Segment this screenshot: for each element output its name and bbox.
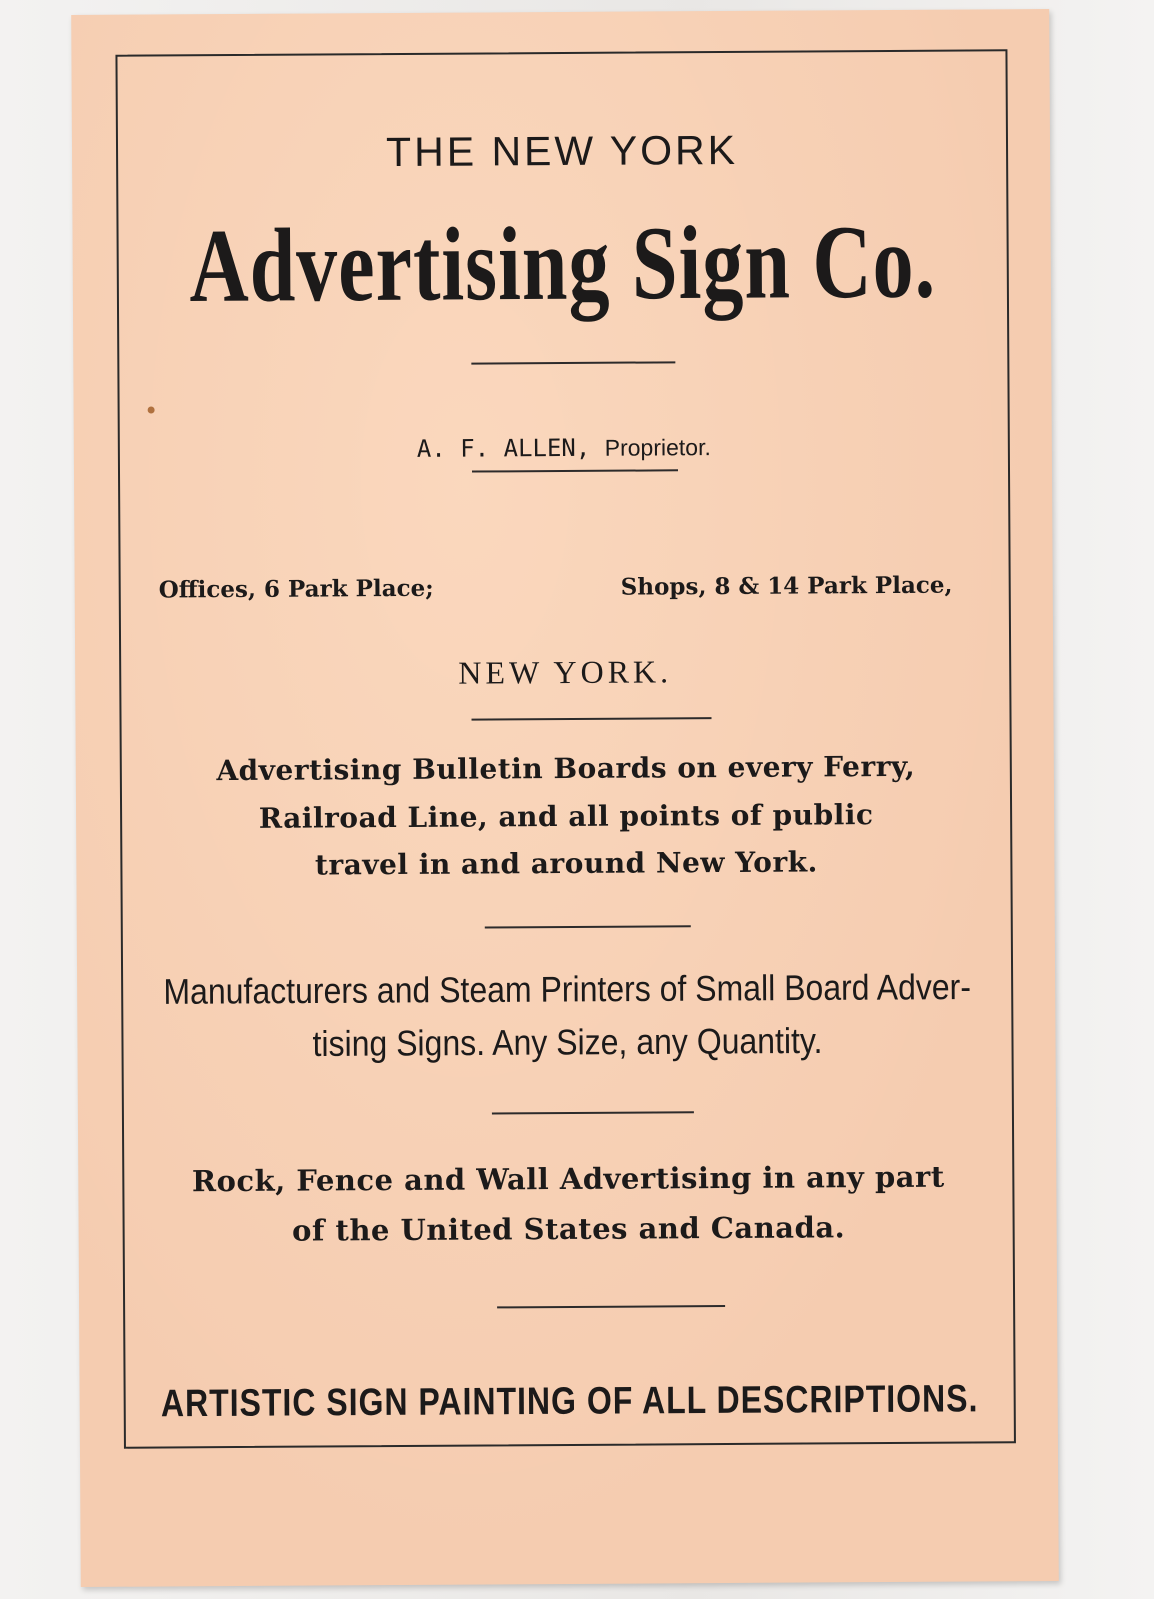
manufacturers-line-1: Manufacturers and Steam Printers of Small Board Adver- bbox=[163, 966, 972, 1012]
rock-fence-line-2: of the United States and Canada. bbox=[291, 1210, 846, 1248]
offices-address: Offices, 6 Park Place; bbox=[158, 574, 434, 604]
header-the-new-york: THE NEW YORK bbox=[385, 126, 739, 176]
divider-rule bbox=[472, 469, 678, 472]
divider-rule bbox=[472, 717, 712, 720]
divider-rule bbox=[471, 361, 675, 364]
rock-fence-line-1: Rock, Fence and Wall Advertising in any part bbox=[191, 1159, 945, 1199]
city-name: NEW YORK. bbox=[458, 653, 673, 691]
artistic-sign-painting: ARTISTIC SIGN PAINTING OF ALL DESCRIPTIONS. bbox=[160, 1376, 979, 1425]
divider-rule bbox=[497, 1305, 725, 1308]
shops-address: Shops, 8 & 14 Park Place, bbox=[620, 571, 953, 601]
paper-stain bbox=[148, 406, 155, 413]
divider-rule bbox=[485, 925, 691, 928]
bulletin-line-3: travel in and around New York. bbox=[314, 845, 818, 882]
proprietor-role: Proprietor. bbox=[604, 434, 711, 461]
proprietor-name: A. F. ALLEN, bbox=[416, 433, 591, 463]
proprietor-line bbox=[120, 431, 1008, 464]
manufacturers-line-2: tising Signs. Any Size, any Quantity. bbox=[312, 1020, 823, 1064]
bulletin-line-2: Railroad Line, and all points of public bbox=[258, 798, 874, 835]
printed-border bbox=[115, 49, 1015, 1448]
bulletin-line-1: Advertising Bulletin Boards on every Ferry, bbox=[216, 749, 916, 788]
advertising-card bbox=[71, 9, 1059, 1587]
company-name: Advertising Sign Co. bbox=[189, 203, 937, 325]
divider-rule bbox=[492, 1111, 694, 1114]
